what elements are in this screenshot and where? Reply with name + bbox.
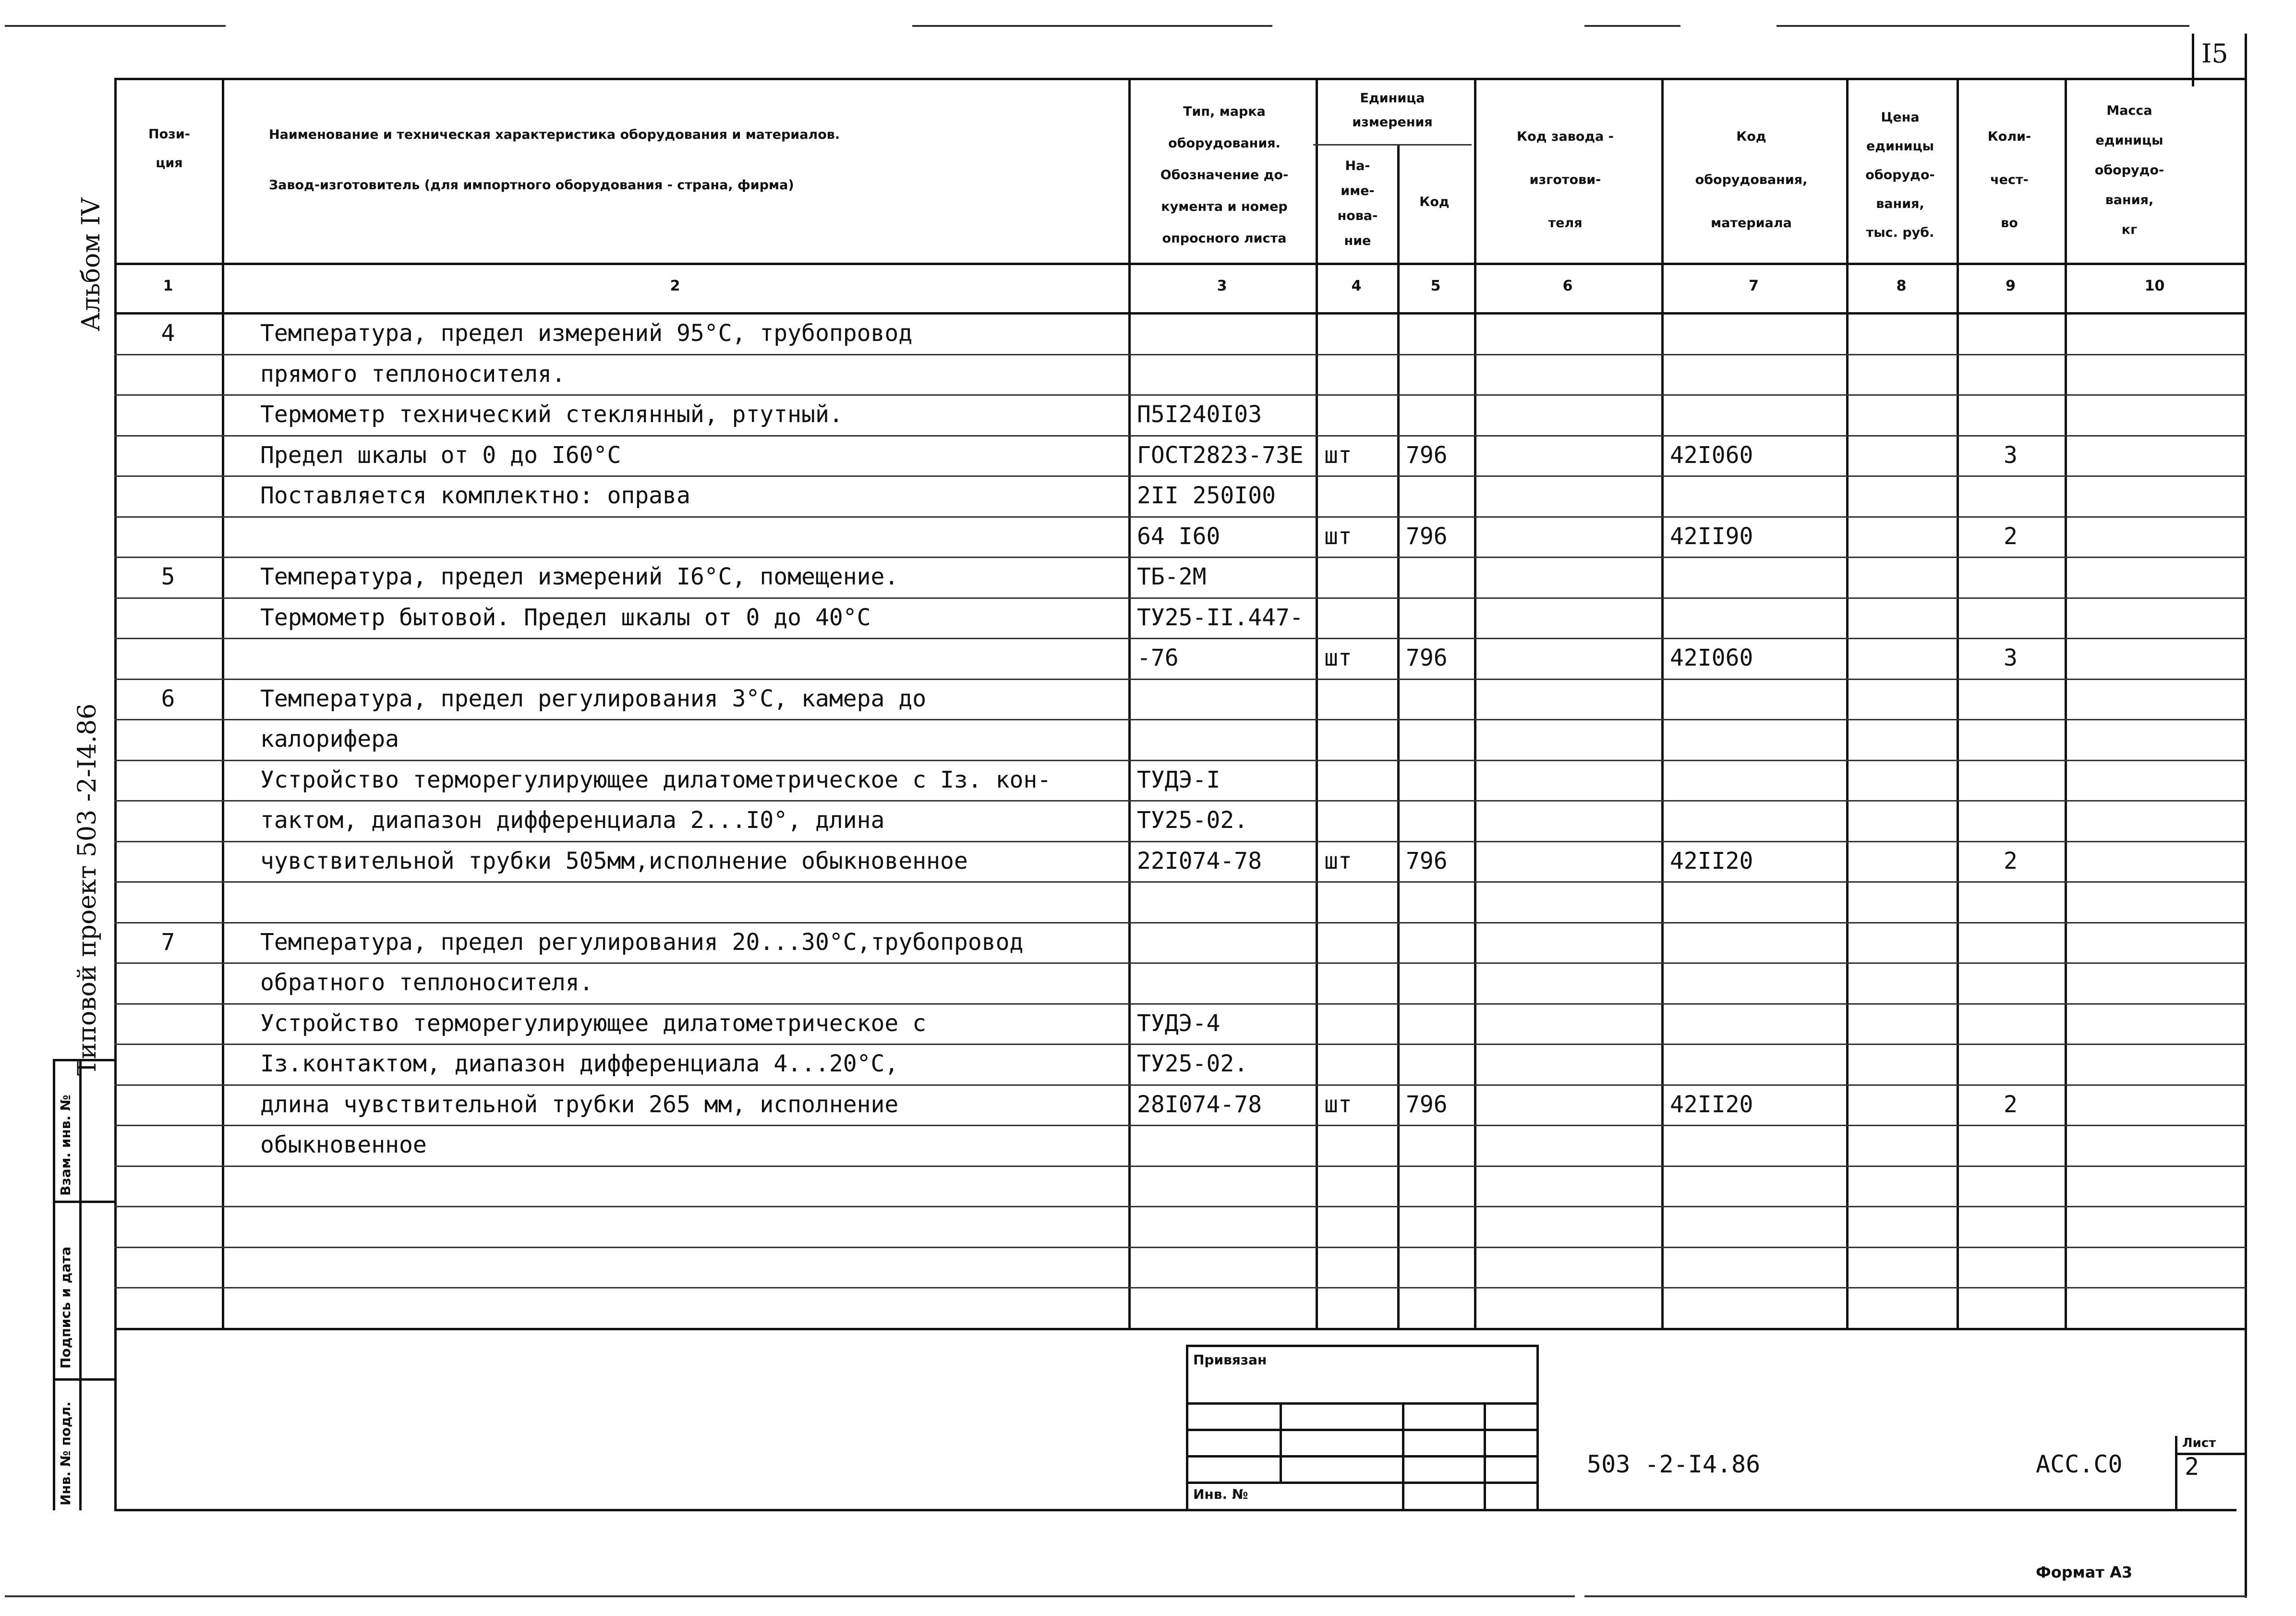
row-line [114, 1166, 2246, 1167]
row-name: обратного теплоносителя. [260, 969, 593, 996]
number-row-bottom [114, 312, 2246, 315]
header-bottom [114, 263, 2246, 265]
row-type: П5I240I03 [1137, 401, 1262, 428]
row-name: обыкновенное [260, 1131, 427, 1158]
row-line [114, 719, 2246, 720]
column-number: 8 [1896, 278, 1907, 294]
row-name: Термометр технический стеклянный, ртутный. [260, 401, 843, 428]
row-name: Устройство терморегулирующее дилатометрическое с [260, 1009, 927, 1037]
row-type: 22I074-78 [1137, 847, 1262, 875]
row-type: ТУДЭ-I [1137, 766, 1221, 793]
row-unit: шт [1324, 847, 1352, 875]
row-pos: 7 [161, 928, 175, 956]
project-label: Типовой проект 503 -2-I4.86 [73, 703, 102, 1076]
row-line [114, 557, 2246, 558]
row-name: Iз.контактом, диапазон дифференциала 4...20°С, [260, 1050, 899, 1077]
row-line [114, 394, 2246, 396]
titleblock-line [1186, 1345, 1188, 1510]
row-type: 28I074-78 [1137, 1091, 1262, 1118]
titleblock-line [1280, 1402, 1282, 1482]
row-unit: шт [1324, 1091, 1352, 1118]
row-qty: 2 [2004, 522, 2018, 550]
row-line [114, 1003, 2246, 1005]
row-line [114, 922, 2246, 923]
header-unit-group: Единица измерения [1352, 91, 1433, 130]
row-eqcode: 42II20 [1670, 847, 1753, 875]
top-rule [1584, 25, 1680, 27]
row-type: ТУ25-02. [1137, 807, 1248, 834]
row-eqcode: 42I060 [1670, 644, 1753, 671]
row-type: 2II 250I00 [1137, 482, 1276, 509]
row-line [114, 475, 2246, 477]
row-unit: шт [1324, 522, 1352, 550]
document-code: 503 -2-I4.86 [1587, 1450, 1761, 1478]
row-type: -76 [1137, 644, 1179, 671]
header-factory-code: Код завода - изготови- теля [1517, 129, 1614, 231]
row-line [114, 800, 2246, 802]
row-line [114, 1287, 2246, 1288]
row-name: Температура, предел измерений 95°С, трубопровод [260, 320, 913, 347]
column-line [1846, 78, 1849, 1328]
sheet-number: 2 [2185, 1453, 2199, 1481]
row-name: калорифера [260, 726, 399, 753]
row-line [114, 516, 2246, 518]
stamp-label-inventory: Инв. № подл. [58, 1401, 73, 1506]
row-line [114, 1247, 2246, 1248]
sheet-label: Лист [2182, 1436, 2216, 1450]
titleblock-top [114, 1328, 2246, 1330]
row-unit: шт [1324, 644, 1352, 671]
row-line [114, 638, 2246, 639]
column-number: 1 [163, 278, 173, 294]
row-name: Температура, предел регулирования 20...30°С,трубопровод [260, 928, 1024, 956]
row-line [114, 760, 2246, 761]
row-pos: 6 [161, 685, 175, 712]
format-label: Формат А3 [2036, 1563, 2133, 1581]
header-unit-name: На- име- нова- ние [1337, 158, 1378, 248]
column-number: 10 [2144, 278, 2165, 294]
row-type: ТУ25-II.447- [1137, 604, 1304, 631]
row-name: Предел шкалы от 0 до I60°С [260, 441, 621, 469]
row-eqcode: 42I060 [1670, 441, 1753, 469]
row-pos: 4 [161, 320, 175, 347]
sheet-top-number: I5 [2201, 38, 2228, 69]
frame-right [2245, 78, 2247, 1598]
row-name: Поставляется комплектно: оправа [260, 482, 690, 509]
unit-group-divider [1313, 144, 1472, 146]
row-line [114, 881, 2246, 883]
stamp-label-replaced: Взам. инв. № [58, 1094, 73, 1196]
row-line [114, 597, 2246, 599]
column-number: 2 [670, 278, 680, 294]
column-line [1397, 144, 1400, 1328]
top-rule [1776, 25, 2189, 27]
header-mass: Масса единицы оборудо- вания, кг [2094, 103, 2164, 237]
top-rule [5, 25, 226, 27]
row-line [114, 1206, 2246, 1207]
album-label: Альбом IV [77, 197, 106, 331]
inventory-label: Инв. № [1193, 1486, 1248, 1502]
row-code: 796 [1406, 644, 1448, 671]
row-type: ТУДЭ-4 [1137, 1009, 1221, 1037]
row-line [114, 1125, 2246, 1126]
column-number: 4 [1351, 278, 1362, 294]
row-name: Устройство терморегулирующее дилатометрическое с Iз. кон- [260, 766, 1051, 793]
titleblock-line [1484, 1402, 1486, 1510]
row-line [114, 679, 2246, 680]
row-eqcode: 42II20 [1670, 1091, 1753, 1118]
titleblock-line [2175, 1436, 2177, 1510]
row-name: длина чувствительной трубки 265 мм, исполнение [260, 1091, 899, 1118]
stamp-box-line [53, 1201, 115, 1203]
header-equipment-code: Код оборудования, материала [1695, 129, 1808, 231]
header-price: Цена единицы оборудо- вания, тыс. руб. [1865, 110, 1935, 240]
row-line [114, 1084, 2246, 1086]
column-line [222, 78, 224, 1328]
row-name: чувствительной трубки 505мм,исполнение обыкновенное [260, 847, 968, 875]
column-line [2065, 78, 2067, 1328]
column-line [1316, 78, 1318, 1328]
column-number: 5 [1430, 278, 1441, 294]
row-line [114, 435, 2246, 437]
row-code: 796 [1406, 441, 1448, 469]
stamp-box-left [53, 1059, 55, 1510]
row-line [114, 841, 2246, 842]
row-qty: 3 [2004, 644, 2018, 671]
row-type: ТБ-2М [1137, 563, 1207, 590]
header-name-line2: Завод-изготовитель (для импортного оборудования - страна, фирма) [269, 178, 794, 193]
stamp-label-signature: Подпись и дата [58, 1246, 73, 1369]
row-type: ГОСТ2823-73Е [1137, 441, 1304, 469]
frame-bottom [114, 1509, 2236, 1511]
row-qty: 3 [2004, 441, 2018, 469]
row-code: 796 [1406, 1091, 1448, 1118]
header-name-line1: Наименование и техническая характеристика оборудования и материалов. [269, 127, 840, 142]
row-line [114, 354, 2246, 355]
header-type: Тип, марка оборудования. Обозначение до- кумента и номер опросного листа [1160, 104, 1289, 246]
document-mark: АСС.С0 [2036, 1450, 2123, 1478]
top-rule [912, 25, 1272, 27]
column-line [1957, 78, 1959, 1328]
row-pos: 5 [161, 563, 175, 590]
titleblock-line [1186, 1345, 1539, 1347]
row-qty: 2 [2004, 847, 2018, 875]
privyazan-label: Привязан [1193, 1352, 1267, 1368]
column-number: 3 [1217, 278, 1227, 294]
row-line [114, 962, 2246, 964]
row-name: Термометр бытовой. Предел шкалы от 0 до 40°С [260, 604, 871, 631]
stamp-box-divider [79, 1059, 82, 1510]
titleblock-line [1402, 1402, 1404, 1510]
column-number: 6 [1562, 278, 1573, 294]
column-line [1661, 78, 1664, 1328]
row-eqcode: 42II90 [1670, 522, 1753, 550]
frame-top [114, 78, 2246, 80]
row-unit: шт [1324, 441, 1352, 469]
titleblock-line [1536, 1345, 1539, 1510]
header-unit-code: Код [1419, 194, 1450, 209]
outer-bottom-rule [5, 1595, 1575, 1597]
row-code: 796 [1406, 522, 1448, 550]
stamp-box-line [53, 1378, 115, 1381]
row-type: ТУ25-02. [1137, 1050, 1248, 1077]
row-name: прямого теплоносителя. [260, 360, 566, 388]
column-number: 7 [1749, 278, 1759, 294]
row-name: Температура, предел измерений I6°С, помещение. [260, 563, 899, 590]
row-line [114, 1044, 2246, 1045]
row-name: Температура, предел регулирования 3°С, камера до [260, 685, 927, 712]
row-code: 796 [1406, 847, 1448, 875]
header-position: Пози- ция [148, 127, 190, 170]
column-line [1474, 78, 1476, 1328]
header-quantity: Коли- чест- во [1987, 129, 2031, 231]
row-name: тактом, диапазон дифференциала 2...I0°, длина [260, 807, 885, 834]
row-type: 64 I60 [1137, 522, 1221, 550]
column-number: 9 [2006, 278, 2016, 294]
row-qty: 2 [2004, 1091, 2018, 1118]
outer-bottom-rule [1584, 1595, 2247, 1597]
